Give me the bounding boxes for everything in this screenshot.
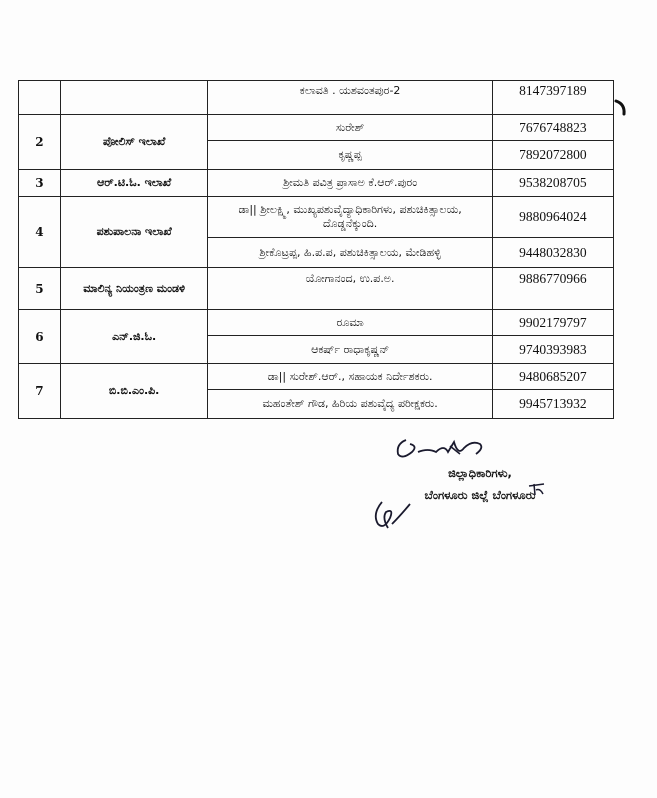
- row-number: 7: [19, 364, 61, 419]
- table-row: [19, 115, 614, 141]
- department-cell: ಎನ್.ಜಿ.ಓ.: [60, 310, 208, 364]
- officer-name: ಕಲಾವತಿ . ಯಶವಂತಪುರ-2: [208, 81, 492, 115]
- initial-mark-icon: [526, 480, 548, 498]
- row-number: 2: [19, 115, 61, 170]
- department-cell: [60, 81, 208, 115]
- row-number: 6: [19, 310, 61, 364]
- phone-number: 9538208705: [492, 170, 613, 197]
- officer-name: ಮಹಂತೇಶ್ ಗೌಡ, ಹಿರಿಯ ಪಶುವೈದ್ಯ ಪರೀಕ್ಷಕರು.: [208, 390, 492, 419]
- phone-number: 9880964024: [492, 197, 613, 238]
- officer-name: ಶ್ರೀಕೊಟ್ರಪ್ಪ, ಹಿ.ಪ.ಪ, ಪಶುಚಿಕಿತ್ಸಾಲಯ, ಮೇಡಿಹಳ್ಳಿ: [208, 238, 492, 268]
- phone-number: 9480685207: [492, 364, 613, 390]
- table-row: [19, 170, 614, 197]
- margin-mark-icon: [612, 98, 630, 120]
- department-cell: ಆರ್.ಟಿ.ಓ. ಇಲಾಖೆ: [60, 170, 208, 197]
- table-row: [19, 268, 614, 310]
- phone-number: 9448032830: [492, 238, 613, 268]
- initials-signature-icon: [364, 494, 424, 534]
- phone-number: 9740393983: [492, 336, 613, 364]
- row-number: [19, 81, 61, 115]
- officer-name: ಡಾ|| ಶ್ರೀಲಕ್ಷ್ಮಿ, ಮುಖ್ಯಪಶುವೈದ್ಯಾಧಿಕಾರಿಗಳು, ಪಶುಚಿಕಿತ್ಸಾಲಯ, ದೊಡ್ಡನೆಕ್ಕುಂದಿ.: [208, 197, 492, 238]
- phone-number: 9902179797: [492, 310, 613, 336]
- department-cell: ಪೋಲಿಸ್ ಇಲಾಖೆ: [60, 115, 208, 170]
- department-cell: ಪಶುಪಾಲನಾ ಇಲಾಖೆ: [60, 197, 208, 268]
- row-number: 3: [19, 170, 61, 197]
- row-number: 5: [19, 268, 61, 310]
- table-row: [19, 81, 614, 115]
- officer-name: ರೂಮಾ: [208, 310, 492, 336]
- phone-number: 9886770966: [492, 268, 613, 310]
- signatory-title: ಜಿಲ್ಲಾಧಿಕಾರಿಗಳು,: [448, 466, 512, 480]
- department-cell: ಮಾಲಿನ್ಯ ನಿಯಂತ್ರಣ ಮಂಡಳಿ: [60, 268, 208, 310]
- officer-name: ಯೋಗಾನಂದ, ಉ.ಪ.ಅ.: [208, 268, 492, 310]
- contact-table: [18, 80, 614, 419]
- signatory-office: ಬೆಂಗಳೂರು ಜಿಲ್ಲೆ ಬೆಂಗಳೂರು: [424, 488, 536, 502]
- phone-number: 7892072800: [492, 141, 613, 170]
- row-number: 4: [19, 197, 61, 268]
- department-cell: ಬಿ.ಬಿ.ಎಂ.ಪಿ.: [60, 364, 208, 419]
- table-row: [19, 310, 614, 336]
- table-row: [19, 197, 614, 238]
- table-row: [19, 364, 614, 390]
- phone-number: 9945713932: [492, 390, 613, 419]
- officer-name: ಡಾ|| ಸುರೇಶ್.ಆರ್., ಸಹಾಯಕ ನಿರ್ದೇಶಕರು.: [208, 364, 492, 390]
- phone-number: 7676748823: [492, 115, 613, 141]
- officer-name: ಕೃಷ್ಣಪ್ಪ: [208, 141, 492, 170]
- officer-name: ಆಕರ್ಷ್ ರಾಧಾಕೃಷ್ಣನ್: [208, 336, 492, 364]
- officer-name: ಶ್ರೀಮತಿ ಪವಿತ್ರ ಪ್ರಾಸಾಅ ಕೆ.ಆರ್.ಪುರಂ: [208, 170, 492, 197]
- officer-name: ಸುರೇಶ್: [208, 115, 492, 141]
- phone-number: 8147397189: [492, 81, 613, 115]
